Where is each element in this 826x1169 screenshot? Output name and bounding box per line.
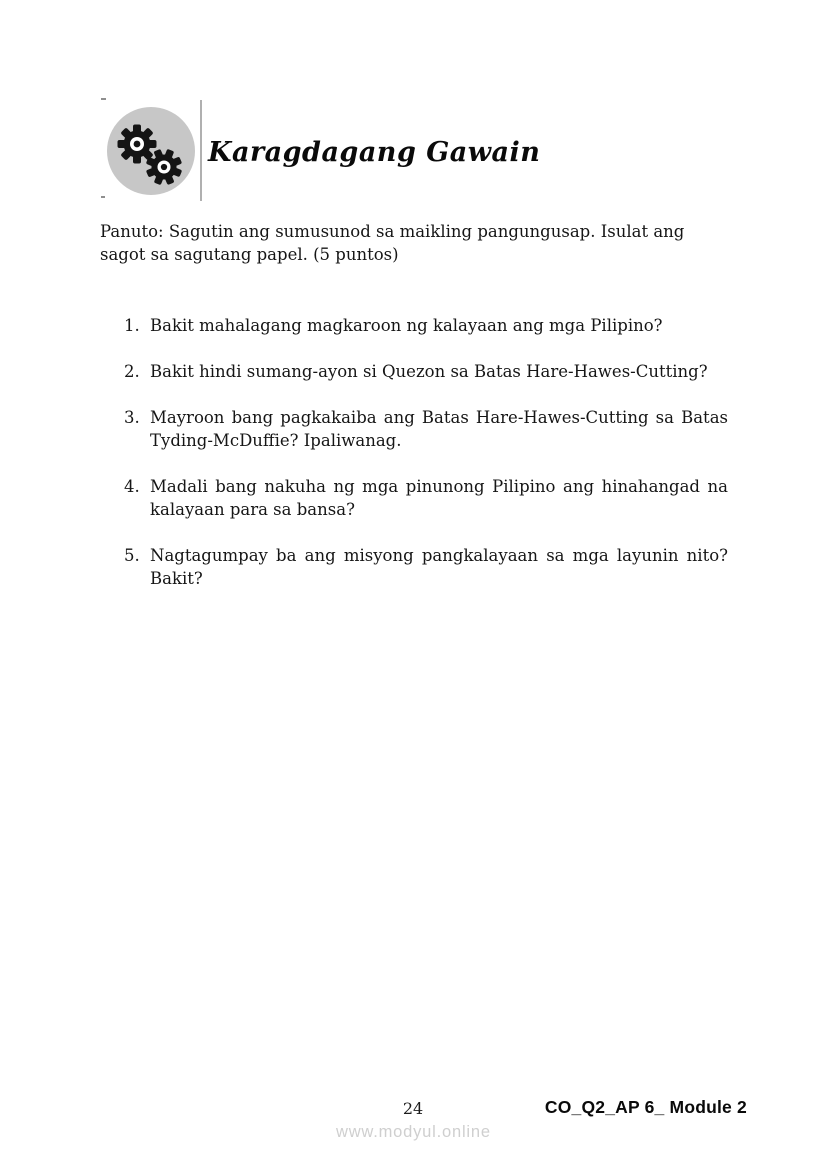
question-list [100,314,728,613]
question-item-1: Bakit mahalagang magkaroon ng kalayaan ang mga Pilipino? [150,316,663,335]
question-item-5: Nagtagumpay ba ang misyong pangkalayaan sa mga layunin nito? Bakit? [150,546,728,588]
header-divider [200,100,202,201]
gears-icon [107,107,195,195]
crop-mark-bottom [101,196,105,198]
section-title: Karagdagang Gawain [208,137,541,168]
question-item-4: Madali bang nakuha ng mga pinunong Pilipino ang hinahangad na kalayaan para sa bansa? [150,477,728,519]
question-item-2: Bakit hindi sumang-ayon si Quezon sa Batas Hare-Hawes-Cutting? [150,362,708,381]
page-number: 24 [402,1099,424,1118]
watermark: www.modyul.online [336,1123,491,1141]
module-label: CO_Q2_AP 6_ Module 2 [544,1097,747,1117]
crop-mark-top [101,98,106,100]
instructions-text: Panuto: Sagutin ang sumusunod sa maikling pangungusap. Isulat ang sagot sa sagutang papel. (5 puntos) [100,222,685,264]
question-item-3: Mayroon bang pagkakaiba ang Batas Hare-Hawes-Cutting sa Batas Tyding-McDuffie? Ipaliwanag. [150,408,728,450]
